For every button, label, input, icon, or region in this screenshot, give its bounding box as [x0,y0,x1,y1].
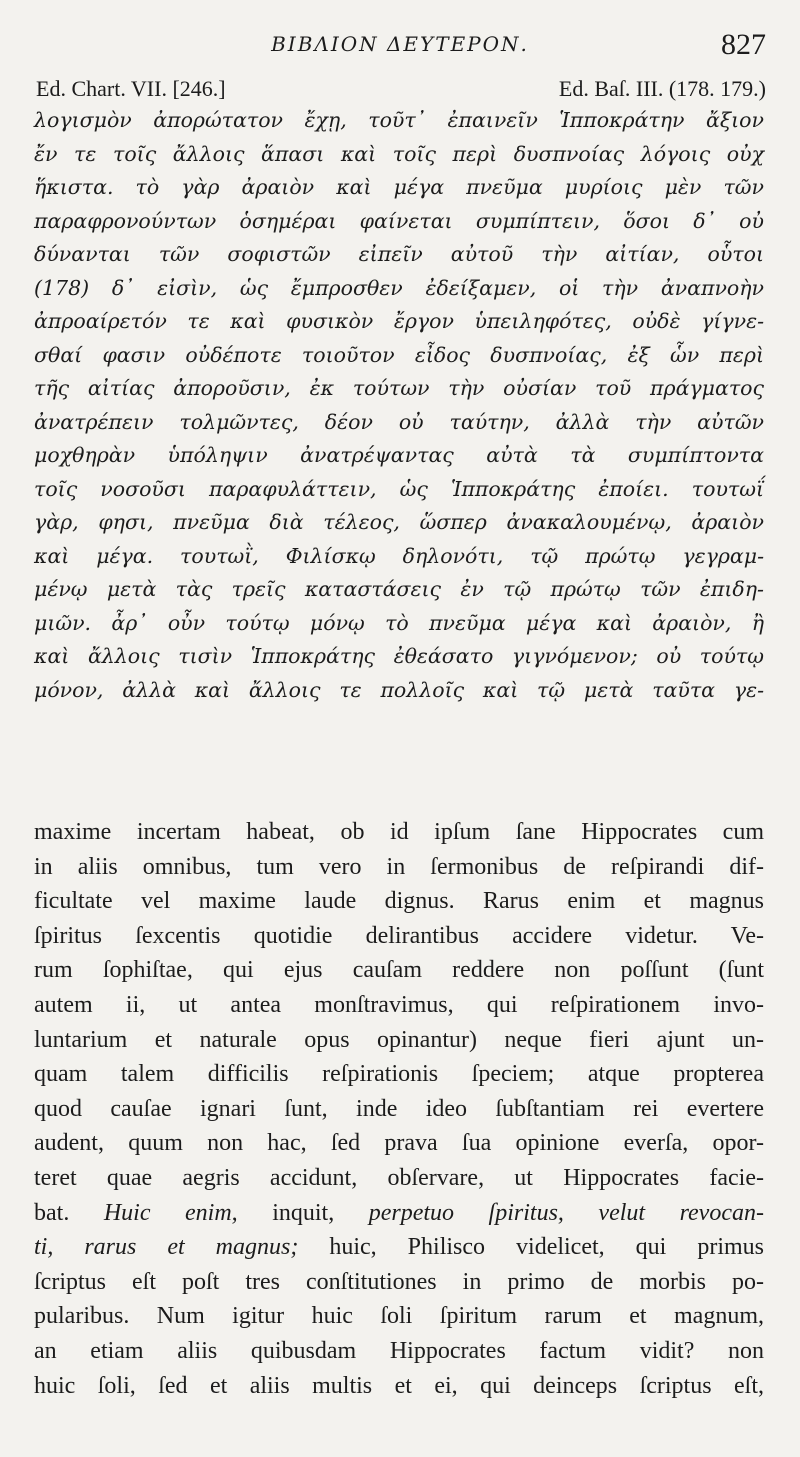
latin-line [34,953,764,988]
greek-line: μιῶν. ἆρ᾽ οὖν τούτῳ μόνῳ τὸ πνεῦμα μέγα καὶ ἀραιὸν, ἢ [34,610,764,635]
latin-text: quam talem difficilis reſpirationis ſpeciem; atque propterea [34,1061,764,1088]
latin-text: audent, quum non hac, ſed prava ſua opinione everſa, opor- [34,1130,764,1157]
greek-line: καὶ ἄλλοις τισὶν Ἱπποκράτης ἐθεάσατο γιγνόμενον; οὐ τούτῳ [34,644,764,668]
edition-chartier-ref: Ed. Chart. VII. [246.] [36,76,226,101]
latin-line [34,884,764,919]
greek-line: παραφρονούντων ὁσημέραι φαίνεται συμπίπτειν, ὅσοι δ᾽ οὐ [34,208,764,233]
latin-text-block [34,815,764,1403]
greek-line: ἀπροαίρετόν τε καὶ φυσικὸν ἔργον ὑπειληφότες, οὐδὲ γίγνε- [34,309,764,333]
greek-line: ἥκιστα. τὸ γὰρ ἀραιὸν καὶ μέγα πνεῦμα μυρίοις μὲν τῶν [34,175,764,199]
greek-line: μόνον, ἀλλὰ καὶ ἄλλοις τε πολλοῖς καὶ τῷ μετὰ ταῦτα γε- [34,677,764,702]
latin-text: in aliis omnibus, tum vero in ſermonibus de reſpirandi dif- [34,853,764,880]
greek-line: τῆς αἰτίας ἀποροῦσιν, ἐκ τούτων τὴν οὐσίαν τοῦ πράγματος [34,376,764,400]
latin-line [34,1369,764,1404]
latin-text: rum ſophiſtae, qui ejus cauſam reddere non poſſunt (ſunt [34,957,764,984]
latin-text: inquit, [237,1199,369,1226]
latin-line [34,815,764,850]
greek-line: μοχθηρὰν ὑπόληψιν ἀνατρέψαντας αὐτὰ τὰ συμπίπτοντα [34,443,764,467]
latin-line [34,1196,764,1231]
page-number: 827 [721,28,766,61]
italic-quotation: ti, rarus et magnus; [34,1234,299,1261]
latin-text: ficultate vel maxime laude dignus. Rarus enim et magnus [34,888,764,915]
latin-line [34,850,764,885]
latin-line [34,1023,764,1058]
latin-text: teret quae aegris accidunt, obſervare, ut Hippocrates facie- [34,1164,764,1191]
greek-line: τοῖς νοσοῦσι παραφυλάττειν, ὡς Ἱπποκράτης ἐποίει. τουτωΐ [34,476,764,501]
latin-line [34,1334,764,1369]
latin-line [34,1126,764,1161]
latin-text: an etiam aliis quibusdam Hippocrates factum vidit? non [34,1337,764,1364]
greek-line: (178) δ᾽ εἰσὶν, ὡς ἔμπροσθεν ἐδείξαμεν, οἱ τὴν ἀναπνοὴν [34,275,764,300]
latin-text: ſcriptus eſt poſt tres conſtitutiones in primo de morbis po- [34,1268,764,1295]
latin-text: huic ſoli, ſed et aliis multis et ei, qui deinceps ſcriptus eſt, [34,1372,764,1399]
latin-line [34,988,764,1023]
running-head [0,28,800,68]
greek-line: ἀνατρέπειν τολμῶντες, δέον οὐ ταύτην, ἀλλὰ τὴν αὐτῶν [34,409,764,434]
latin-text: luntarium et naturale opus opinantur) neque fieri ajunt un- [34,1026,764,1053]
latin-text: maxime incertam habeat, ob id ipſum ſane Hippocrates cum [34,819,764,845]
greek-line: ἔν τε τοῖς ἄλλοις ἅπασι καὶ τοῖς περὶ δυσπνοίας λόγοις οὐχ [34,141,764,166]
greek-line: μένῳ μετὰ τὰς τρεῖς καταστάσεις ἐν τῷ πρώτῳ τῶν ἐπιδη- [34,577,764,601]
latin-line [34,1265,764,1300]
greek-line: δύνανται τῶν σοφιστῶν εἰπεῖν αὐτοῦ τὴν αἰτίαν, οὗτοι [34,242,764,266]
latin-line [34,1057,764,1092]
latin-line [34,1092,764,1127]
latin-line [34,1161,764,1196]
greek-line: καὶ μέγα. τουτωῒ, Φιλίσκῳ δηλονότι, τῷ πρώτῳ γεγραμ- [34,543,764,568]
latin-text: pularibus. Num igitur huic ſoli ſpiritum rarum et magnum, [34,1303,764,1330]
latin-text: quod cauſae ignari ſunt, inde ideo ſubſtantiam rei evertere [34,1095,764,1122]
italic-quotation: Huic enim, [103,1199,238,1226]
greek-line: γὰρ, φησι, πνεῦμα διὰ τέλεος, ὥσπερ ἀνακαλουμένῳ, ἀραιὸν [34,510,764,534]
latin-line [34,919,764,954]
running-title: ΒΙΒΛΙΟΝ ΔΕΥΤΕΡΟΝ. [271,32,529,56]
latin-text: huic, Philisco videlicet, qui primus [298,1234,764,1261]
latin-text: ſpiritus ſexcentis quotidie delirantibus accidere videtur. Ve- [34,922,764,949]
edition-reference-line [36,76,766,106]
italic-quotation: perpetuo ſpiritus, velut revocan- [368,1199,764,1226]
greek-line: λογισμὸν ἀπορώτατον ἔχῃ, τοῦτ᾽ ἐπαινεῖν Ἱπποκράτην ἄξιον [34,108,764,132]
edition-basel-ref: Ed. Baſ. III. (178. 179.) [558,76,766,101]
latin-text: autem ii, ut antea monſtravimus, qui reſpirationem invo- [34,991,764,1018]
greek-text-block [34,104,764,707]
latin-text: bat. [34,1199,104,1226]
latin-line [34,1230,764,1265]
latin-line [34,1299,764,1334]
greek-line: σθαί φασιν οὐδέποτε τοιοῦτον εἶδος δυσπνοίας, ἐξ ὧν περὶ [34,342,764,367]
